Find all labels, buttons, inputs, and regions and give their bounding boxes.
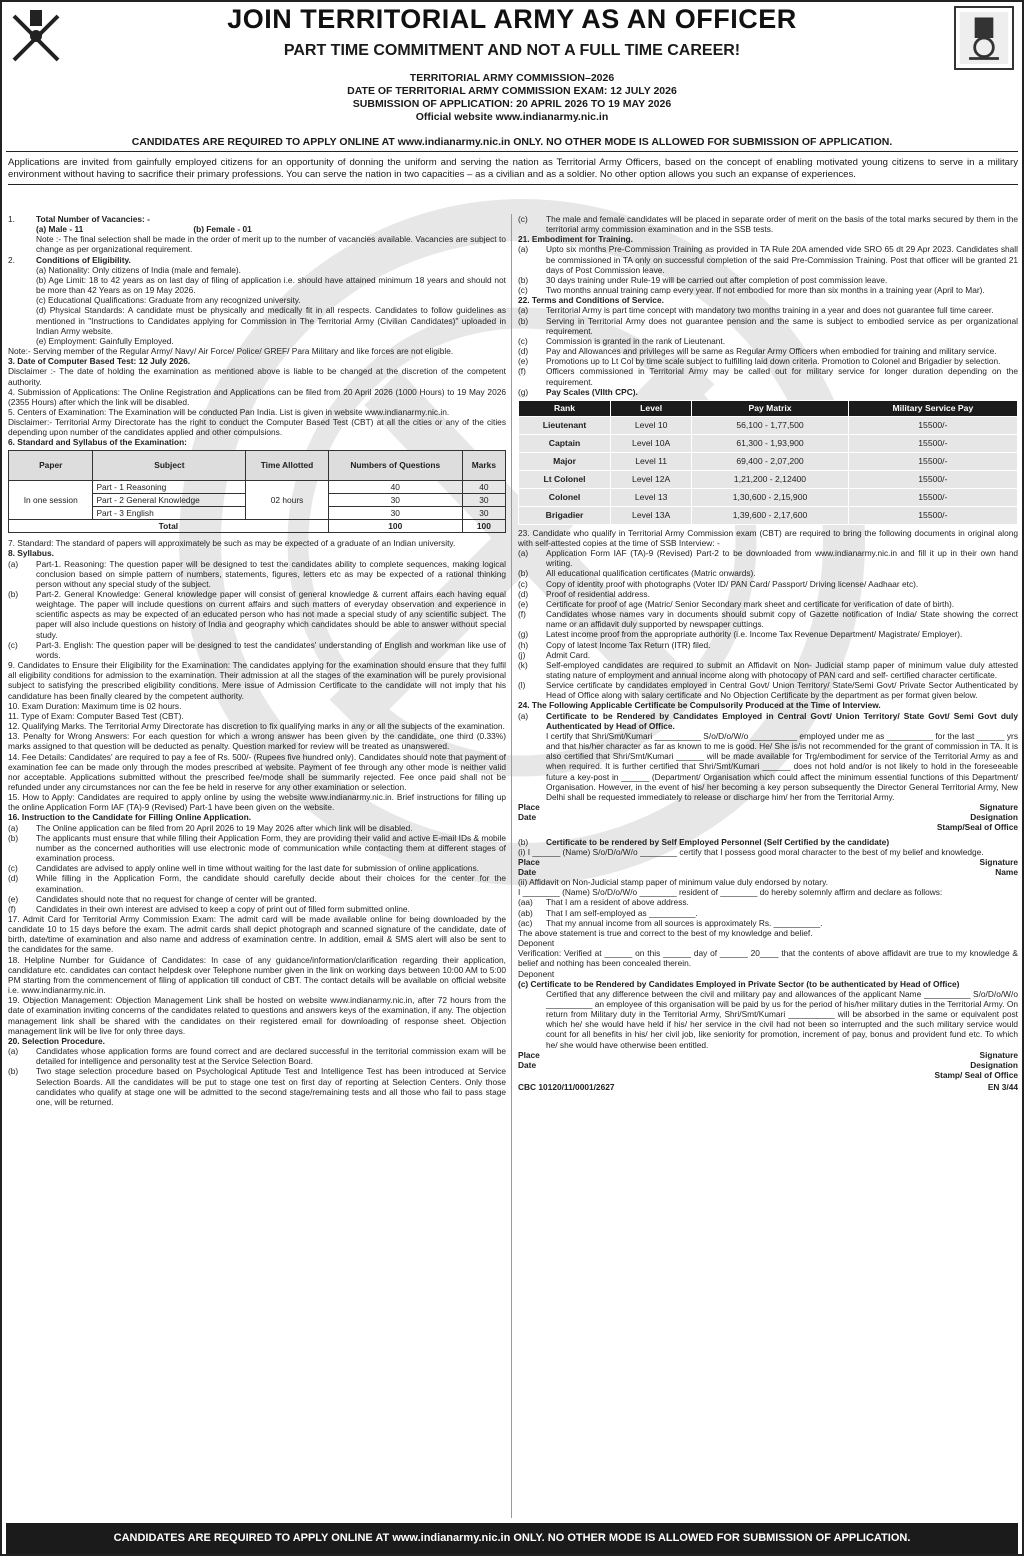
page-subtitle: PART TIME COMMITMENT AND NOT A FULL TIME CAREER! — [283, 42, 741, 59]
right-column: (c) The male and female candidates will be placed in separate order of merit on the basis of the total marks secured by them in the territorial army commission examination and in the SSB tests. 21. Embodiment for Training. (a) Upto six months Pre-Commission Training as provided in TA Rule 20A amended vide SRO 65 dt 29 Apr 2023. Candidates shall be commissioned in TA only on successful completion of the said Pre-Commission Training. Post that officer will be granted 21 days of Post Commission leave. (b) 30 days training under Rule-19 will be carried out after completion of post commission leave. (c) Two months annual training camp every year. If not embodied for more than six months in a training year (April to Mar). 22. Terms and Conditions of Service. (a) Territorial Army is part time concept with mandatory two months training in a year and does not guarantee full time career. (b) Serving in Territorial Army does not guarantee pension and the same is subject to embodied service as per organizational requirement. (c) Commission is granted in the rank of Lieutenant. (d) Pay and Allowances and privileges will be same as Regular Army Officers when embodied for training and military service. (e) Promotions up to Lt Col by time scale subject to fulfilling laid down criteria. Promotion to Colonel and Brigadier by selection. (f) Officers commissioned in Territorial Army may be called out for military service for longer duration depending on the requirement. (g) Pay Scales (VIIth CPC). Rank Level Pay Matrix Military Service Pay Lieutenant Level 10 56,100 - 1,77,500 15500/- Captain Level 10A 61,300 - 1,93,900 15500/- Major Level 11 69,400 - 2,07,200 15500/- Lt Colonel Level 12A 1,21,200 - 2,12400 15500/- Colonel Level 13 1,30,600 - 2,15,900 15500/- Brigadier Level 13A 1,39,600 - 2,17,600 15500/- 23. Candidate who qualify in Territorial Army Commission exam (CBT) are required to bring the following documents in original along with self-attested copies at the time of SSB Interview: - (a) Application Form IAF (TA)-9 (Revised) Part-2 to be downloaded from www.indianarmy.nic.in and fill it up in their own hand writing. (b) All educational qualification certificates (Matric onwards). (c) Copy of identity proof with photographs (Voter ID/ PAN Card/ Passport/ Driving license/ Aadhaar etc). (d) Proof of residential address. (e) Certificate for proof of age (Matric/ Senior Secondary mark sheet and certificate for verification of date of birth). (f) Candidates whose names vary in documents should submit copy of Gazette notification of India/ State showing the correct name or an affidavit duly supported by newspaper cuttings. (g) Latest income proof from the appropriate authority (i.e. Income Tax Revenue Department/ Magistrate/ Employer). (h) Copy of latest Income Tax Return (ITR) filed. (j) Admit Card. (k) Self-employed candidates are required to submit an Affidavit on Non- Judicial stamp paper of minimum value duly attested stating nature of employment and annual income along with photocopy of PAN card and self- certified character certificate. (l) Service certificate by candidates employed in Central Govt/ Union Territory/ State/Semi Govt/ Private Sector Authenticated by Head of Office along with salary certificate and No Objection Certificate by the department as per format given below. 24. The Following Applicable Certificate be Compulsorily Produced at the Time of Interview. (a) Certificate to be Rendered by Candidates Employed in Central Govt/ Union Territory/ State Govt/ Semi Govt duly Authenticated by Head of Office. I certify that Shri/Smt/Kumari __________ S/o/D/o/W/o __________ employed under me as __________ for the last ______ yrs and that his/her character as far as known to me is good. He/ She is/is not recommended for the grant of commission in TA. It is also certified that Shri/Smt/Kumari ______ will be made available for Trg/embodiment for service of the Territorial Army as and when required. It is further certified that Shri/Smt/Kumari ______ does not hold and/or is not likely to hold in the foreseeable future a key-post in ______ (Department/ Organisation which could affect the minimum essential functions of this Department/ Organisation. However, in the event of his/ her becoming a key person subsequently the Director General Territorial Army, New Delhi shall be requested immediately to release or discharge him/ her from the Territorial Army. Place Signature Date Designation Stamp/Seal of Office (b) Certificate to be rendered by Self Employed Personnel (Self Certified by the candidate) (i) I ______ (Name) S/o/D/o/W/o ________ certify that I possess good moral character to the best of my belief and knowledge. Place Signature Date Name (ii) Affidavit on Non-Judicial stamp paper of minimum value duly endorsed by notary. I ________ (Name) S/o/D/o/W/o ________ resident of ________ do hereby solemnly affirm and declare as follows: (aa) That I am a resident of above address. (ab) That I am self-employed as __________. (ac) That my annual income from all sources is approximately Rs. __________. The above statement is true and correct to the best of my knowledge and belief. Deponent Verification: Verified at ______ on this ______ day of ______ 20____ that the contents of above affidavit are true to my knowledge & belief and nothing has been concealed therein. Deponent (c) Certificate to be Rendered by Candidates Employed in Private Sector (to be authenticated by Head of Office) Certified that any difference between the civil and military pay and allowances of the applicant Name __________ S/o/D/o/W/o __________ an employee of this organisation will be paid by us for the period of his/her military duties in the Territorial Army. On return from Military duty in the Territorial Army, Shri/Smt/Kumari __________ will be absorbed in the same or equivalent post which he/ she would have held if his/ her service in the civil had not been so interrupted and the such military service would count for all benefits in his/ her civil job, like seniority for promotion, increment of pay, bonus and provident fund etc. To which he/ she would have otherwise been entitled. Place Signature Date Designation Stamp/ Seal of Office CBC 10120/11/0001/2627 EN 3/44 — [518, 214, 1018, 1093]
header — [2, 2, 1022, 152]
en-code: EN 3/44 — [987, 1082, 1018, 1093]
exam-pattern-table: Paper Subject Time Allotted Numbers of Questions Marks In one session Part - 1 Reasoning 02 hours 40 40 Part - 2 General Knowledge 30 30 Part - 3 English 30 30 Total 100 100 — [8, 450, 506, 534]
apply-online-banner-top: CANDIDATES ARE REQUIRED TO APPLY ONLINE AT www.indianarmy.nic.in ONLY. NO OTHER MODE IS ALLOWED FOR SUBMISSION OF APPLICATION. — [6, 136, 1018, 152]
territorial-army-crest-icon — [954, 6, 1014, 70]
intro-paragraph: Applications are invited from gainfully employed citizens for an opportunity of donning the uniform and serving the nation as Territorial Army Officers, based on the concept of enabling motivated young citizens to serve in a military environment without having to sacrifice their primary professions. You can serve the nation in two capacities – as a civilian and as a soldier. No other option allows you such an expanse of experiences. — [8, 157, 1018, 185]
cbc-code: CBC 10120/11/0001/2627 — [518, 1082, 615, 1093]
pay-scale-table: Rank Level Pay Matrix Military Service Pay Lieutenant Level 10 56,100 - 1,77,500 15500/- Captain Level 10A 61,300 - 1,93,900 15500/- Major Level 11 69,400 - 2,07,200 15500/- Lt Colonel Level 12A 1,21,200 - 2,12400 15500/- Colonel Level 13 1,30,600 - 2,15,900 15500/- Brigadier Level 13A 1,39,600 - 2,17,600 15500/- — [518, 400, 1018, 525]
left-column: 1. Total Number of Vacancies: - (a) Male - 11 (b) Female - 01 Note :- The final selection shall be made in the order of merit up to the number of vacancies available. Vacancies are subject to change as per organizational requirement. 2. Conditions of Eligibility. (a) Nationality: Only citizens of India (male and female). (b) Age Limit: 18 to 42 years as on last day of filing of application i.e. should have attained minimum 18 years and should not be more than 42 Years as on 19 May 2026. (c) Educational Qualifications: Graduate from any recognized university. (d) Physical Standards: A candidate must be physically and medically fit in all respects. Candidates to follow guidelines as mentioned in "Instructions to Candidates applying for Commission in The Territorial Army (Civilian Candidates)" uploaded in Indian Army website. (e) Employment: Gainfully Employed. Note:- Serving member of the Regular Army/ Navy/ Air Force/ Police/ GREF/ Para Military and like forces are not eligible. 3. Date of Computer Based Test: 12 July 2026. Disclaimer :- The date of holding the examination as mentioned above is liable to be changed at the discretion of the competent authority. 4. Submission of Applications: The Online Registration and Applications can be filed from 20 April 2026 (1000 Hours) to 19 May 2026 (2355 Hours) after which the link will be disabled. 5. Centers of Examination: The Examination will be conducted Pan India. List is given in website www.indianarmy.nic.in. Disclaimer:- Territorial Army Directorate has the right to conduct the Computer Based Test (CBT) at all the cities or any of the cities depending upon number of the candidates applied and other compulsions. 6. Standard and Syllabus of the Examination: Paper Subject Time Allotted Numbers of Questions Marks In one session Part - 1 Reasoning 02 hours 40 40 Part - 2 General Knowledge 30 30 Part - 3 English 30 30 Total 100 100 7. Standard: The standard of papers will approximately be such as may be expected of a graduate of an Indian university. 8. Syllabus. (a) Part-1. Reasoning: The question paper will be designed to test the candidates ability to complete sequences, making logical conclusion based on simple pattern of numbers, statements, figures, letters etc as may be expected of a rational thinking person without any special study of the subject. (b) Part-2. General Knowledge: General knowledge paper will consist of general knowledge & current affairs each having equal weightage. The paper will include questions on current affairs and such matters of everyday observation and experience in scientific aspects as may be expected of an educated person who has not made a special study of any scientific subject. The paper will also include questions on history of India and geography which candidates should be able to answer without special study. (c) Part-3. English: The question paper will be designed to test the candidates' understanding of English and workman like use of words. 9. Candidates to Ensure their Eligibility for the Examination: The candidates applying for the examination should ensure that they fulfil all eligibility conditions for admission to the examination. Their admission at all the stages of the examination will be purely provisional subject to satisfying the prescribed eligibility conditions. Mere issue of Admission Certificate to the candidate will not imply that his candidature has been finally cleared by the competent authority. 10. Exam Duration: Maximum time is 02 hours. 11. Type of Exam: Computer Based Test (CBT). 12. Qualifying Marks. The Territorial Army Directorate has discretion to fix qualifying marks in any or all the subjects of the examination. 13. Penalty for Wrong Answers: For each question for which a wrong answer has been given by the candidate, one third (0.33%) marks assigned to that question will be deducted as penalty. Question marked for review will be treated as unanswered. 14. Fee Details: Candidates' are required to pay a fee of Rs. 500/- (Rupees five hundred only). Candidates should note that payment of examination fee can be made only through the modes prescribed at website. Payment of fee through any other mode is neither valid nor acceptable. Applications submitted without the prescribed fee/mode shall be summarily rejected. Fee once paid shall not be refunded under any circumstances nor can the fee be held in reserve for any other examination or selection. 15. How to Apply: Candidates are required to apply online by using the website www.indianarmy.nic.in. Brief instructions for filling up the online Application Form IAF (TA)-9 (Revised) Part-1 have been given on the website. 16. Instruction to the Candidate for Filling Online Application. (a) The Online application can be filed from 20 April 2026 to 19 May 2026 after which link will be disabled. (b) The applicants must ensure that while filling their Application Form, they are providing their valid and active E-mail IDs & mobile number as the concerned authorities will use electronic mode of communication while contacting them at different stages of examination process. (c) Candidates are advised to apply online well in time without waiting for the last date for submission of online applications. (d) While filling in the Application Form, the candidate should carefully decide about their choices for the center for the examination. (e) Candidates should note that no request for change of center will be granted. (f) Candidates in their own interest are advised to keep a copy of print out of filled form submitted online. 17. Admit Card for Territorial Army Commission Exam: The admit card will be made available online for being downloaded by the candidate 10 to 15 days before the exam. The admit cards shall depict photograph and scanned signature of the candidate, date of birth, date/time of examination and also name and address of examination centre. In addition, email & SMS alert will also be sent to the candidates for the same. 18. Helpline Number for Guidance of Candidates: In case of any guidance/information/clarification regarding their application, candidature etc. candidates can contact helpdesk over Telephone number given in the link on working days between 10:00 AM to 5:00 PM starting from the commencement of filing of application till conduct of CBT. The contact details will be available on official website i.e. www.indianarmy.nic.in. 19. Objection Management: Objection Management Link shall be hosted on website www.indianarmy.nic.in, after 72 hours from the date of examination inviting concerns of the candidates related to questions and answers keys of the examination, if any. The objection management link shall be shared with the candidates on their registered email for downloading of response sheet. Objection management link will be live for only three days. 20. Selection Procedure. (a) Candidates whose application forms are found correct and are declared successful in the territorial commission exam will be detailed for intelligence and personality test at the Service Selection Board. (b) Two stage selection procedure based on Psychological Aptitude Test and Intelligence Test has been introduced at Service Selection Boards. All the candidates will be put to stage one test on first day of reporting at Selection Centers. Only those candidates who qualify at stage one will be admitted to the second stage/remaining tests and all those who fail to pass stage one, will be returned. — [8, 214, 506, 1107]
page-title: JOIN TERRITORIAL ARMY AS AN OFFICER — [227, 4, 797, 34]
exam-dates: TERRITORIAL ARMY COMMISSION–2026 DATE OF TERRITORIAL ARMY COMMISSION EXAM: 12 JULY 2026 SUBMISSION OF APPLICATION: 20 APRIL 2026 TO 19 MAY 2026 Official website www.indianarmy.nic.in — [347, 72, 677, 123]
crossed-swords-emblem-icon — [8, 8, 64, 66]
column-divider — [511, 214, 512, 1518]
apply-online-banner-bottom: CANDIDATES ARE REQUIRED TO APPLY ONLINE AT www.indianarmy.nic.in ONLY. NO OTHER MODE IS ALLOWED FOR SUBMISSION OF APPLICATION. — [6, 1523, 1018, 1554]
